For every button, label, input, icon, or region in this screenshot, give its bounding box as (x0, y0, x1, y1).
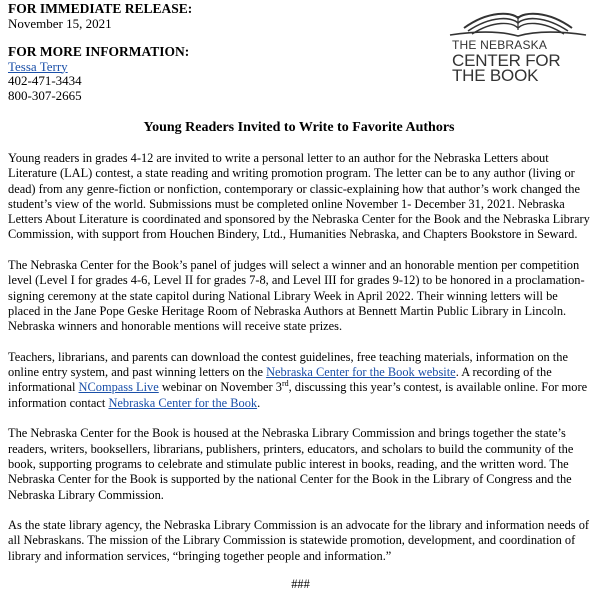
phone-number: 402-471-3434 (8, 73, 82, 88)
press-release-title: Young Readers Invited to Write to Favorite Authors (143, 120, 455, 135)
paragraph-text: webinar on November 3 (158, 380, 282, 395)
paragraph: As the state library agency, the Nebraska Library Commission is an advocate for the library and information needs of all Nebraskans. The mission of the Library Commission is statewide promotion, development, and coordination of library and information services, “bringing together people and information.” (8, 518, 590, 563)
paragraph (8, 350, 593, 411)
ordinal-suffix: rd (281, 379, 289, 389)
paragraph: Young readers in grades 4-12 are invited to write a personal letter to an author for the Nebraska Letters about Literature (LAL) contest, a state reading and writing promotion program. The letter can be to any author (living or dead) from any genre-fiction or nonfiction, contemporary or classic-explaining how that author’s work changed the student’s view of the world. Submissions must be completed online November 1- December 31, 2021. Nebraska Letters About Literature is coordinated and sponsored by the Nebraska Center for the Book and the Nebraska Library Commission, with support from Houchen Bindery, Ltd., Humanities Nebraska, and Chapters Bookstore in Seward. (8, 151, 590, 242)
release-header (8, 2, 192, 103)
center-for-the-book-contact-link[interactable]: Nebraska Center for the Book (108, 395, 258, 410)
paragraph: The Nebraska Center for the Book is housed at the Nebraska Library Commission and brings together the state’s readers, writers, booksellers, librarians, publishers, printers, educators, and scholars to build the community of the book, supporting programs to celebrate and stimulate public interest in books, reading, and the written word. The Nebraska Center for the Book is supported by the national Center for the Book in the Library of Congress and the Nebraska Library Commission. (8, 426, 574, 502)
nebraska-center-for-the-book-logo (444, 4, 592, 90)
contact-name-link[interactable]: Tessa Terry (8, 58, 68, 74)
logo-line: CENTER FOR (452, 51, 561, 70)
paragraph-text: . (257, 395, 261, 410)
end-mark: ### (291, 577, 310, 592)
release-date: November 15, 2021 (8, 15, 112, 31)
phone-number: 800-307-2665 (8, 87, 82, 103)
paragraph: The Nebraska Center for the Book’s panel of judges will select a winner and an honorable mention per competition level (Level I for grades 4-6, Level II for grades 7-8, and Level III for grades 9-12) to be honored in a proclamation-signing ceremony at the state capitol during National Library Week in April 2022. Their winning letters will be placed in the Jane Pope Geske Heritage Room of Nebraska Authors at Bennett Martin Public Library in Lincoln. Nebraska winners and honorable mentions will receive state prizes. (8, 258, 585, 334)
paragraph-text: . A recording of the informational (8, 365, 552, 395)
paragraph-text: , discussing this year’s contest, is available online. For more information contact (8, 380, 588, 410)
center-for-the-book-website-link[interactable]: Nebraska Center for the Book website (266, 365, 456, 380)
open-book-icon (444, 4, 592, 38)
press-release-body (8, 151, 593, 593)
release-label: FOR IMMEDIATE RELEASE: (8, 1, 193, 16)
logo-line: THE BOOK (452, 66, 539, 85)
more-info-label: FOR MORE INFORMATION: (8, 44, 190, 59)
logo-line: THE NEBRASKA (452, 38, 548, 52)
paragraph-text: Teachers, librarians, and parents can download the contest guidelines, free teaching materials, information on the online entry system, and past winning letters on the (8, 349, 568, 380)
ncompass-live-link[interactable]: NCompass Live (78, 380, 159, 395)
